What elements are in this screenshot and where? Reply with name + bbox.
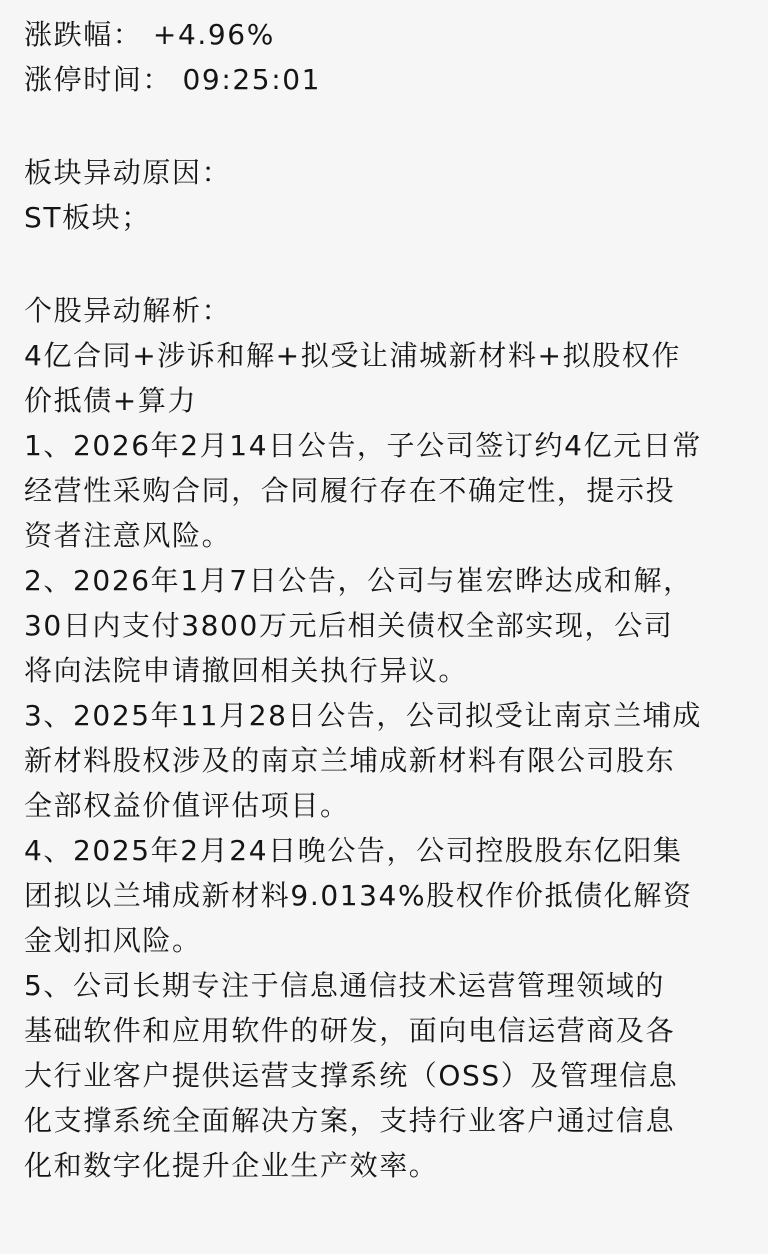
- analysis-item-line: 4、2025年2月24日晚公告，公司控股股东亿阳集: [24, 834, 683, 867]
- sector-reason-value: ST板块；: [24, 201, 151, 234]
- analysis-item-5: [24, 963, 748, 1188]
- analysis-item-line: 全部权益价值评估项目。: [24, 789, 350, 822]
- analysis-item-4: [24, 828, 748, 963]
- analysis-item-line: 30日内支付3800万元后相关债权全部实现，公司: [24, 609, 674, 642]
- analysis-item-line: 化支撑系统全面解决方案，支持行业客户通过信息: [24, 1104, 676, 1137]
- analysis-item-line: 将向法院申请撤回相关执行异议。: [24, 654, 469, 687]
- analysis-item-line: 3、2025年11月28日公告，公司拟受让南京兰埔成: [24, 699, 702, 732]
- stock-analysis-title: 个股异动解析：: [24, 294, 232, 327]
- analysis-item-line: 团拟以兰埔成新材料9.0134%股权作价抵债化解资: [24, 879, 693, 912]
- change-percent-line: 涨跌幅： +4.96%: [24, 18, 275, 51]
- analysis-item-line: 大行业客户提供运营支撑系统（OSS）及管理信息: [24, 1059, 679, 1092]
- analysis-item-line: 2、2026年1月7日公告，公司与崔宏晔达成和解，: [24, 564, 693, 597]
- analysis-item-3: [24, 693, 748, 828]
- sector-reason-title: 板块异动原因：: [24, 156, 232, 189]
- analysis-item-2: [24, 558, 748, 693]
- analysis-item-line: 基础软件和应用软件的研发，面向电信运营商及各: [24, 1014, 676, 1047]
- limit-up-time-line: 涨停时间： 09:25:01: [24, 63, 322, 96]
- analysis-item-line: 资者注意风险。: [24, 519, 232, 552]
- analysis-summary-line: 4亿合同+涉诉和解+拟受让浦城新材料+拟股权作: [24, 339, 681, 372]
- analysis-item-line: 经营性采购合同，合同履行存在不确定性，提示投: [24, 474, 676, 507]
- analysis-item-line: 化和数字化提升企业生产效率。: [24, 1149, 439, 1182]
- spacer: [24, 102, 748, 150]
- spacer: [24, 240, 748, 288]
- analysis-item-line: 金划扣风险。: [24, 924, 202, 957]
- analysis-item-1: [24, 423, 748, 558]
- analysis-item-line: 1、2026年2月14日公告，子公司签订约4亿元日常: [24, 429, 702, 462]
- analysis-item-line: 新材料股权涉及的南京兰埔成新材料有限公司股东: [24, 744, 676, 777]
- analysis-item-line: 5、公司长期专注于信息通信技术运营管理领域的: [24, 969, 666, 1002]
- analysis-summary-line: 价抵债+算力: [24, 384, 198, 417]
